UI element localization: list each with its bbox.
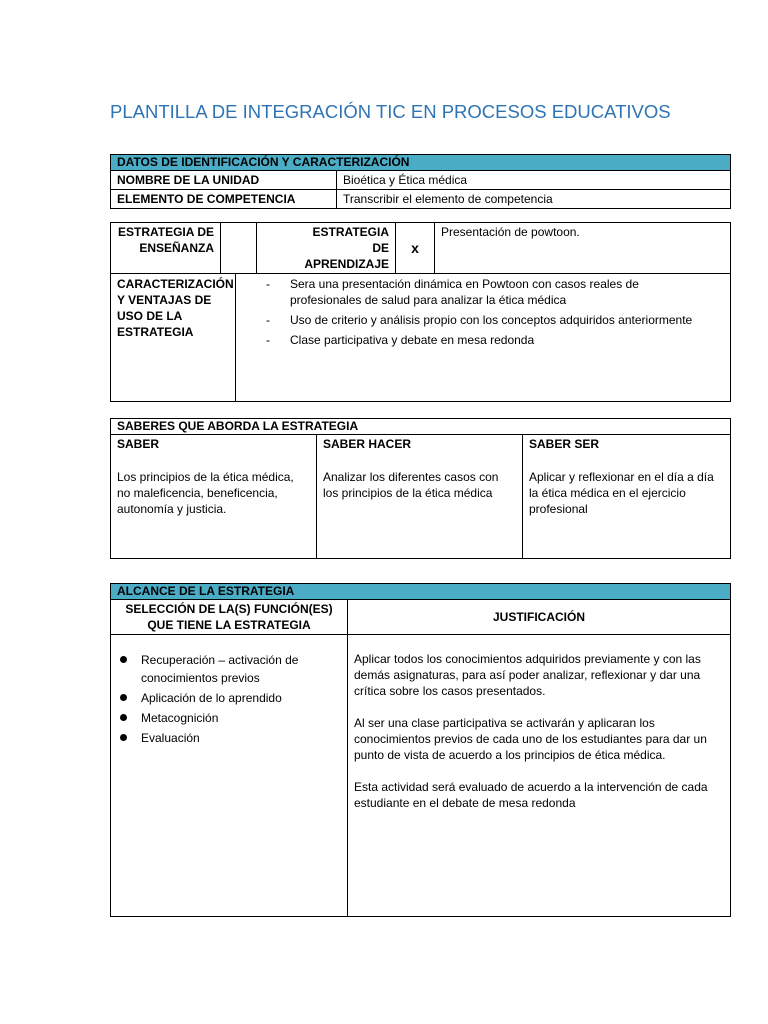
knowledge-column-saber-ser — [523, 435, 731, 559]
strategy-description: Presentación de powtoon. — [435, 223, 731, 274]
characterization-item: - Clase participativa y debate en mesa redonda — [260, 332, 710, 348]
knowledge-column-label: SABER SER — [529, 437, 600, 452]
justification-paragraph: Al ser una clase participativa se activarán y aplicaran los conocimientos previos de cada uno de los estudiantes para dar un punto de vista de acuerdo a los principios de ética médica. — [354, 716, 707, 762]
knowledge-column-text: Analizar los diferentes casos con los principios de la ética médica — [323, 470, 499, 501]
identification-header: DATOS DE IDENTIFICACIÓN Y CARACTERIZACIÓN — [111, 155, 731, 171]
knowledge-column-label: SABER HACER — [323, 437, 412, 452]
characterization-content — [236, 274, 731, 402]
justification-header: JUSTIFICACIÓN — [348, 600, 731, 635]
knowledge-column-saber-hacer — [317, 435, 523, 559]
scope-header: ALCANCE DE LA ESTRATEGIA — [111, 584, 731, 600]
function-item: Recuperación – activación de conocimientos previos — [117, 651, 341, 687]
teaching-strategy-label: ESTRATEGIA DE ENSEÑANZA — [111, 223, 221, 274]
characterization-table — [110, 273, 731, 402]
function-item: Evaluación — [117, 729, 341, 747]
strategy-type-table — [110, 222, 731, 274]
characterization-item: - Uso de criterio y análisis propio con los conceptos adquiridos anteriormente — [260, 312, 710, 328]
competence-element-value: Transcribir el elemento de competencia — [337, 190, 731, 209]
learning-strategy-mark: x — [396, 223, 435, 274]
knowledge-column-text: Los principios de la ética médica, no maleficencia, beneficencia, autonomía y justicia. — [117, 470, 294, 517]
scope-table — [110, 583, 731, 917]
justification-paragraph: Aplicar todos los conocimientos adquiridos previamente y con las demás asignaturas, para así poder analizar, reflexionar y dar una crítica sobre los casos presentados. — [354, 652, 701, 698]
identification-table — [110, 154, 731, 209]
functions-header: SELECCIÓN DE LA(S) FUNCIÓN(ES) QUE TIENE LA ESTRATEGIA — [111, 600, 348, 635]
knowledge-header: SABERES QUE ABORDA LA ESTRATEGIA — [111, 419, 731, 435]
page-title: PLANTILLA DE INTEGRACIÓN TIC EN PROCESOS EDUCATIVOS — [110, 101, 671, 122]
unit-name-value: Bioética y Ética médica — [337, 171, 731, 190]
knowledge-column-saber — [111, 435, 317, 559]
function-item: Aplicación de lo aprendido — [117, 689, 341, 707]
functions-list-cell — [111, 635, 348, 917]
knowledge-table — [110, 418, 731, 559]
characterization-label: CARACTERIZACIÓN Y VENTAJAS DE USO DE LA ESTRATEGIA — [111, 274, 236, 402]
characterization-item: - Sera una presentación dinámica en Powtoon con casos reales de profesionales de salud para analizar la ética médica — [260, 276, 710, 308]
teaching-strategy-mark — [221, 223, 257, 274]
competence-element-label: ELEMENTO DE COMPETENCIA — [111, 190, 337, 209]
justification-cell — [348, 635, 731, 917]
justification-paragraph: Esta actividad será evaluado de acuerdo a la intervención de cada estudiante en el debate de mesa redonda — [354, 780, 708, 810]
function-item: Metacognición — [117, 709, 341, 727]
unit-name-label: NOMBRE DE LA UNIDAD — [111, 171, 337, 190]
learning-strategy-label: ESTRATEGIA DE APRENDIZAJE — [257, 223, 396, 274]
knowledge-column-text: Aplicar y reflexionar en el día a día la ética médica en el ejercicio profesional — [529, 470, 714, 517]
knowledge-column-label: SABER — [117, 437, 160, 452]
